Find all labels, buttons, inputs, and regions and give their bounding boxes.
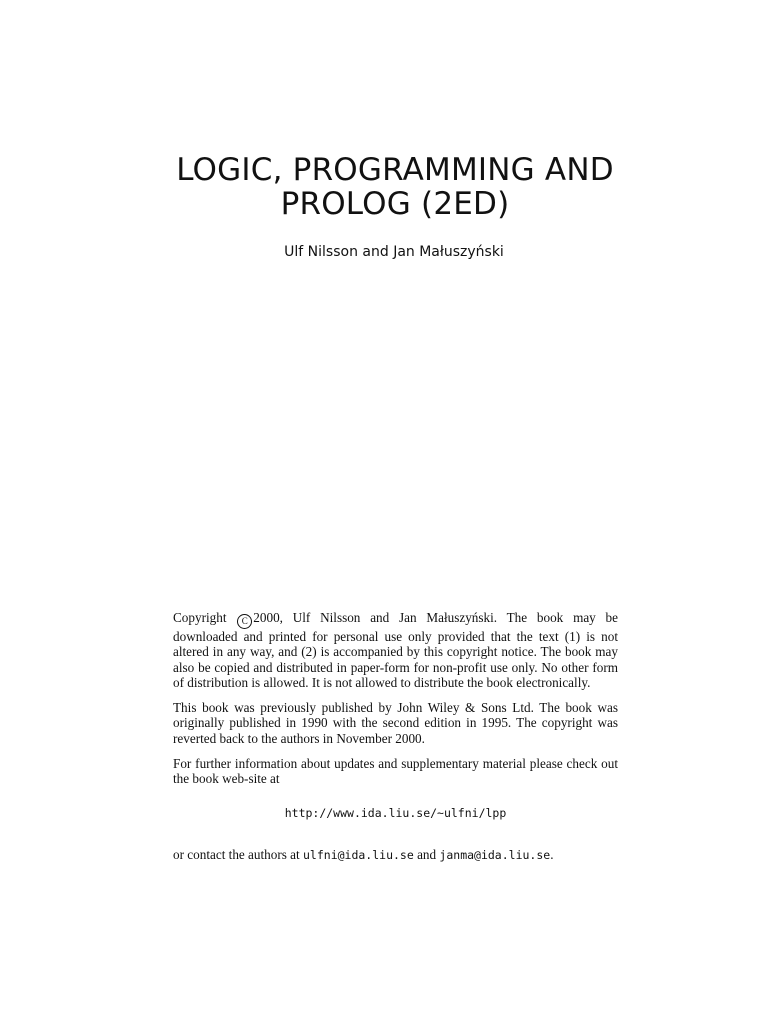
contact-prefix: or contact the authors at bbox=[173, 846, 300, 862]
contact-conjunction: and bbox=[417, 846, 437, 862]
copyright-prefix: Copyright bbox=[173, 610, 227, 625]
contact-suffix: . bbox=[550, 846, 554, 862]
book-title-line-1: LOGIC, PROGRAMMING AND bbox=[176, 152, 614, 188]
email-ulfni[interactable]: ulfni@ida.liu.se bbox=[303, 847, 414, 862]
copyright-text: 2000, Ulf Nilsson and Jan Małuszyński. The book may be downloaded and printed for personal use only provided that the text (1) is not altered in any way, and (2) is accompanied by this copyright notice. The book may also be copied and distributed in paper-form for non-profit use only. No other form of distribution is allowed. It is not allowed to distribute the book electronically. bbox=[173, 610, 619, 690]
contact-paragraph bbox=[173, 847, 618, 863]
book-title bbox=[0, 153, 768, 221]
copyright-notice-block bbox=[173, 610, 618, 873]
book-authors: Ulf Nilsson and Jan Małuszyński bbox=[284, 244, 504, 260]
publication-paragraph: This book was previously published by John Wiley & Sons Ltd. The book was originally published in 1990 with the second edition in 1995. The copyright was reverted back to the authors in November 2000. bbox=[173, 700, 618, 746]
website-url[interactable]: http://www.ida.liu.se/~ulfni/lpp bbox=[284, 805, 507, 820]
website-url-line bbox=[173, 805, 618, 821]
email-janma[interactable]: janma@ida.liu.se bbox=[439, 847, 551, 862]
copyright-symbol-icon: C bbox=[237, 614, 252, 629]
book-title-line-2: PROLOG (2ED) bbox=[280, 186, 510, 222]
copyright-paragraph bbox=[173, 610, 618, 690]
further-info-paragraph: For further information about updates and supplementary material please check out the book web-site at bbox=[173, 756, 618, 787]
